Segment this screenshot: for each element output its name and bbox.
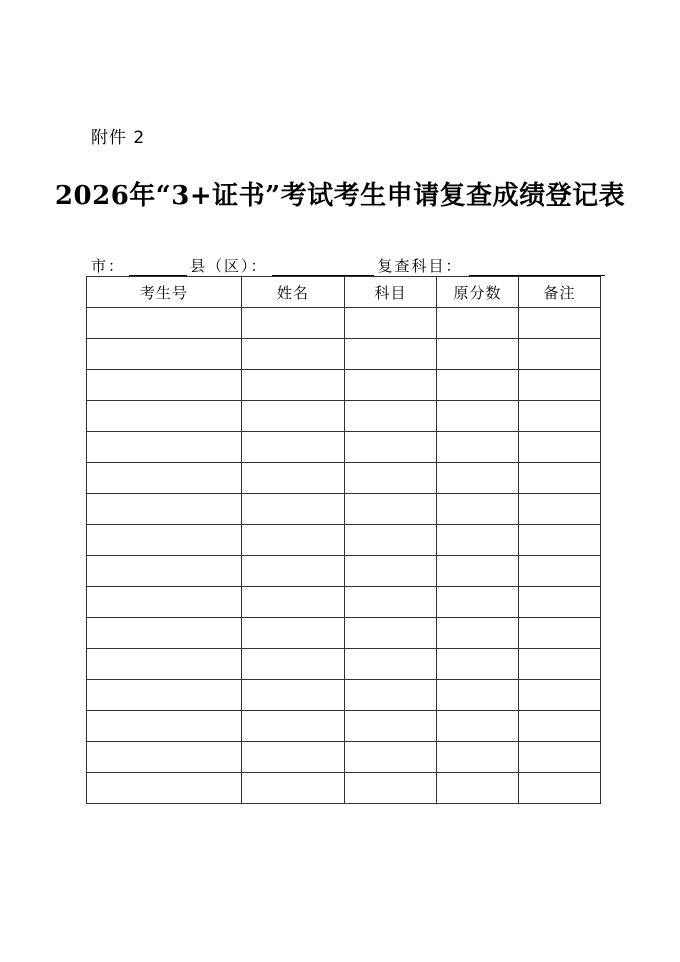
remarks-cell[interactable] <box>519 308 601 339</box>
subject-blank[interactable] <box>469 257 605 276</box>
original-score-cell[interactable] <box>437 649 519 680</box>
city-label: 市： <box>91 257 126 275</box>
candidate-number-cell[interactable] <box>87 556 242 587</box>
table-row <box>87 711 601 742</box>
subject-cell[interactable] <box>345 649 437 680</box>
table-row <box>87 308 601 339</box>
registration-table <box>86 276 601 804</box>
candidate-number-cell[interactable] <box>87 525 242 556</box>
candidate-number-cell[interactable] <box>87 401 242 432</box>
original-score-cell[interactable] <box>437 432 519 463</box>
remarks-cell[interactable] <box>519 525 601 556</box>
remarks-cell[interactable] <box>519 339 601 370</box>
name-cell[interactable] <box>242 494 345 525</box>
original-score-cell[interactable] <box>437 773 519 804</box>
original-score-cell[interactable] <box>437 587 519 618</box>
subject-cell[interactable] <box>345 463 437 494</box>
remarks-cell[interactable] <box>519 742 601 773</box>
candidate-number-cell[interactable] <box>87 370 242 401</box>
original-score-cell[interactable] <box>437 556 519 587</box>
remarks-cell[interactable] <box>519 618 601 649</box>
name-cell[interactable] <box>242 773 345 804</box>
table-row <box>87 649 601 680</box>
name-cell[interactable] <box>242 711 345 742</box>
candidate-number-cell[interactable] <box>87 432 242 463</box>
header-remarks: 备注 <box>519 277 601 308</box>
remarks-cell[interactable] <box>519 649 601 680</box>
header-subject: 科目 <box>345 277 437 308</box>
name-cell[interactable] <box>242 401 345 432</box>
form-fields-line <box>91 252 605 276</box>
name-cell[interactable] <box>242 680 345 711</box>
subject-cell[interactable] <box>345 494 437 525</box>
county-blank[interactable] <box>272 257 374 276</box>
original-score-cell[interactable] <box>437 339 519 370</box>
candidate-number-cell[interactable] <box>87 494 242 525</box>
original-score-cell[interactable] <box>437 711 519 742</box>
name-cell[interactable] <box>242 618 345 649</box>
remarks-cell[interactable] <box>519 711 601 742</box>
table-row <box>87 742 601 773</box>
table-row <box>87 773 601 804</box>
header-candidate-number: 考生号 <box>87 277 242 308</box>
table-row <box>87 401 601 432</box>
original-score-cell[interactable] <box>437 370 519 401</box>
city-blank[interactable] <box>129 257 187 276</box>
original-score-cell[interactable] <box>437 463 519 494</box>
subject-cell[interactable] <box>345 339 437 370</box>
table-row <box>87 370 601 401</box>
name-cell[interactable] <box>242 432 345 463</box>
table-row <box>87 680 601 711</box>
original-score-cell[interactable] <box>437 680 519 711</box>
table-header-row <box>87 277 601 308</box>
subject-cell[interactable] <box>345 525 437 556</box>
table-body <box>87 308 601 804</box>
name-cell[interactable] <box>242 525 345 556</box>
table-row <box>87 525 601 556</box>
name-cell[interactable] <box>242 742 345 773</box>
table-row <box>87 556 601 587</box>
table-row <box>87 339 601 370</box>
original-score-cell[interactable] <box>437 494 519 525</box>
remarks-cell[interactable] <box>519 680 601 711</box>
candidate-number-cell[interactable] <box>87 773 242 804</box>
subject-cell[interactable] <box>345 308 437 339</box>
original-score-cell[interactable] <box>437 401 519 432</box>
table-row <box>87 432 601 463</box>
candidate-number-cell[interactable] <box>87 742 242 773</box>
original-score-cell[interactable] <box>437 618 519 649</box>
candidate-number-cell[interactable] <box>87 463 242 494</box>
subject-cell[interactable] <box>345 618 437 649</box>
subject-cell[interactable] <box>345 680 437 711</box>
remarks-cell[interactable] <box>519 370 601 401</box>
candidate-number-cell[interactable] <box>87 711 242 742</box>
candidate-number-cell[interactable] <box>87 649 242 680</box>
candidate-number-cell[interactable] <box>87 587 242 618</box>
remarks-cell[interactable] <box>519 463 601 494</box>
candidate-number-cell[interactable] <box>87 339 242 370</box>
name-cell[interactable] <box>242 463 345 494</box>
header-original-score: 原分数 <box>437 277 519 308</box>
subject-cell[interactable] <box>345 370 437 401</box>
header-name: 姓名 <box>242 277 345 308</box>
remarks-cell[interactable] <box>519 401 601 432</box>
candidate-number-cell[interactable] <box>87 308 242 339</box>
name-cell[interactable] <box>242 308 345 339</box>
name-cell[interactable] <box>242 370 345 401</box>
remarks-cell[interactable] <box>519 773 601 804</box>
subject-cell[interactable] <box>345 742 437 773</box>
subject-cell[interactable] <box>345 432 437 463</box>
original-score-cell[interactable] <box>437 308 519 339</box>
remarks-cell[interactable] <box>519 587 601 618</box>
remarks-cell[interactable] <box>519 494 601 525</box>
name-cell[interactable] <box>242 556 345 587</box>
subject-cell[interactable] <box>345 773 437 804</box>
name-cell[interactable] <box>242 649 345 680</box>
subject-label: 复查科目： <box>377 257 463 275</box>
county-label: 县（区）： <box>190 257 268 275</box>
candidate-number-cell[interactable] <box>87 680 242 711</box>
table-row <box>87 494 601 525</box>
original-score-cell[interactable] <box>437 742 519 773</box>
subject-cell[interactable] <box>345 587 437 618</box>
remarks-cell[interactable] <box>519 432 601 463</box>
original-score-cell[interactable] <box>437 525 519 556</box>
table-row <box>87 587 601 618</box>
table-row <box>87 618 601 649</box>
remarks-cell[interactable] <box>519 556 601 587</box>
subject-cell[interactable] <box>345 556 437 587</box>
attachment-label: 附件 2 <box>91 128 146 148</box>
candidate-number-cell[interactable] <box>87 618 242 649</box>
subject-cell[interactable] <box>345 711 437 742</box>
name-cell[interactable] <box>242 587 345 618</box>
subject-cell[interactable] <box>345 401 437 432</box>
name-cell[interactable] <box>242 339 345 370</box>
form-title: 2026年“3+证书”考试考生申请复查成绩登记表 <box>54 181 626 211</box>
table-row <box>87 463 601 494</box>
